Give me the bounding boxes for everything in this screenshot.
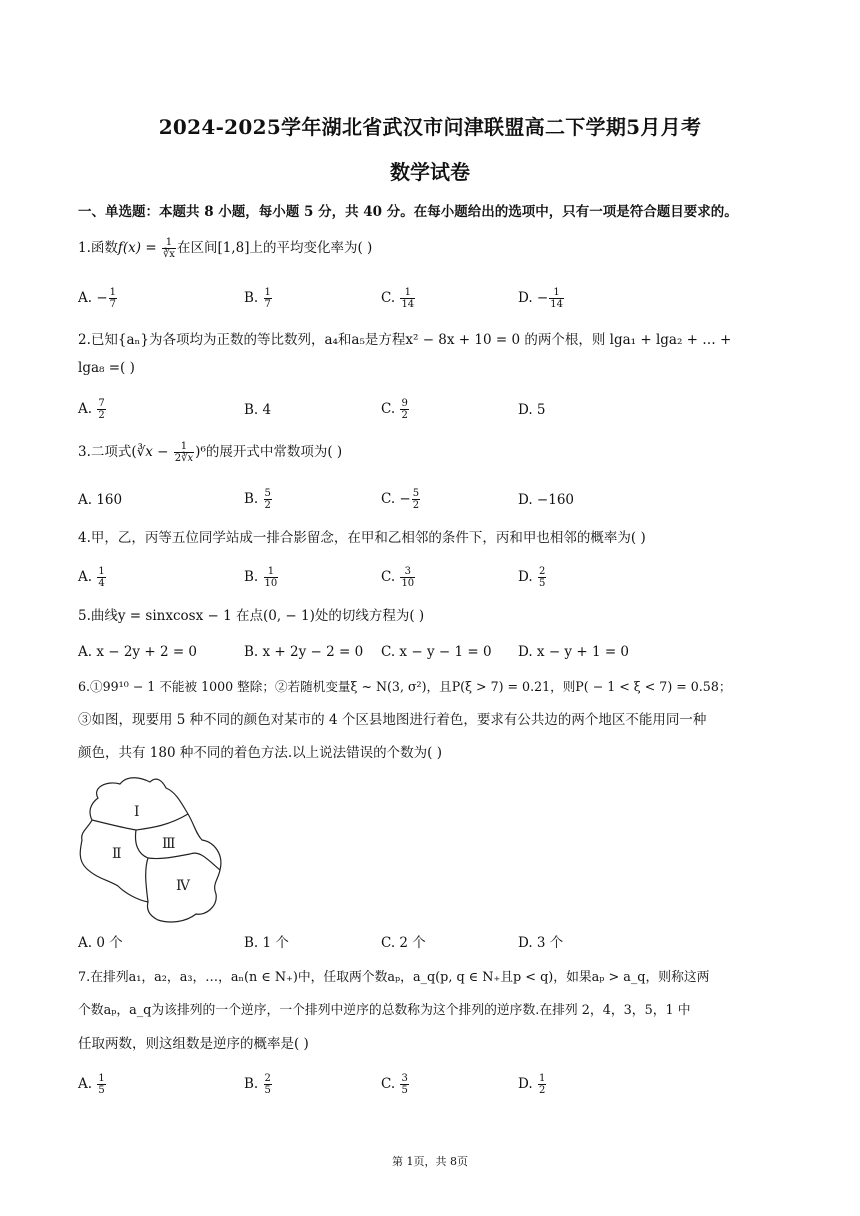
question-7-line3: 任取两数，则这组数是逆序的概率是( )	[78, 1036, 309, 1052]
question-2-line2: lga₈ =( )	[78, 360, 135, 376]
option-c[interactable]: C. $\frac{1}{14}$	[381, 287, 415, 310]
option-d[interactable]: D. 5	[518, 402, 546, 418]
option-c[interactable]: C. $\frac{3}{5}$	[381, 1073, 408, 1096]
option-a[interactable]: A. 0 个	[78, 935, 123, 951]
option-b[interactable]: B. $\frac{1}{10}$	[244, 566, 278, 589]
option-a[interactable]: A. − $\frac{1}{7}$	[78, 287, 117, 310]
option-c[interactable]: C. x − y − 1 = 0	[381, 644, 492, 660]
option-b[interactable]: B. x + 2y − 2 = 0	[244, 644, 364, 660]
option-a[interactable]: A. $\frac{1}{5}$	[78, 1073, 105, 1096]
option-d[interactable]: D. $\frac{2}{5}$	[518, 566, 546, 589]
option-b[interactable]: B. 1 个	[244, 935, 289, 951]
option-c[interactable]: C. $\frac{9}{2}$	[381, 398, 408, 421]
question-6-line3: 颜色，共有 180 种不同的着色方法.以上说法错误的个数为( )	[78, 745, 442, 761]
question-text: 函数	[90, 240, 118, 256]
option-b[interactable]: B. $\frac{5}{2}$	[244, 488, 271, 511]
page-footer: 第 1页，共 8页	[392, 1155, 468, 1168]
option-d[interactable]: D. x − y + 1 = 0	[518, 644, 630, 660]
formula: f(x) =	[117, 240, 161, 256]
district-map-figure	[78, 770, 228, 926]
question-5-stem: 5.曲线y = sinxcosx − 1 在点(0, − 1)处的切线方程为( )	[78, 608, 425, 624]
map-label-4: Ⅳ	[176, 878, 190, 894]
map-label-1: Ⅰ	[134, 804, 140, 820]
question-2-line1: 2.已知{aₙ}为各项均为正数的等比数列，a₄和a₅是方程x² − 8x + 10 = 0 的两个根，则 lga₁ + lga₂ + … +	[78, 332, 732, 348]
question-7-line1: 7.在排列a₁，a₂，a₃，…，aₙ(n ∈ N₊)中，任取两个数aₚ，a_q(p, q ∈ N₊且p < q)，如果aₚ > a_q，则称这两	[78, 970, 710, 985]
question-text: 在区间[1,8]上的平均变化率为( )	[176, 240, 373, 256]
option-a[interactable]: A. 160	[78, 492, 123, 508]
option-d[interactable]: D. −160	[518, 492, 575, 508]
section-heading: 一、单选题：本题共 8 小题，每小题 5 分，共 40 分。在每小题给出的选项中，只有一项是符合题目要求的。	[78, 204, 738, 220]
question-6-line1: 6.①99¹⁰ − 1 不能被 1000 整除；②若随机变量ξ ~ N(3, σ²)，且P(ξ > 7) = 0.21，则P( − 1 < ξ < 7) = 0.58；	[78, 679, 732, 694]
option-b[interactable]: B. $\frac{2}{5}$	[244, 1073, 271, 1096]
option-b[interactable]: B. 4	[244, 402, 272, 418]
fraction: $\frac{1}{∛x}$	[162, 237, 175, 260]
option-c[interactable]: C. 2 个	[381, 935, 426, 951]
question-1-stem	[78, 237, 372, 260]
option-c[interactable]: C. − $\frac{5}{2}$	[381, 488, 420, 511]
map-label-3: Ⅲ	[162, 836, 176, 852]
option-d[interactable]: D. 3 个	[518, 935, 564, 951]
option-a[interactable]: A. $\frac{1}{4}$	[78, 566, 105, 589]
question-4-stem: 4.甲，乙，丙等五位同学站成一排合影留念，在甲和乙相邻的条件下，丙和甲也相邻的概率为( )	[78, 530, 646, 546]
exam-subtitle: 数学试卷	[390, 160, 470, 184]
option-a[interactable]: A. x − 2y + 2 = 0	[78, 644, 198, 660]
option-d[interactable]: D. $\frac{1}{2}$	[518, 1073, 546, 1096]
option-a[interactable]: A. $\frac{7}{2}$	[78, 398, 105, 421]
map-outline	[80, 778, 221, 922]
option-d[interactable]: D. − $\frac{1}{14}$	[518, 287, 563, 310]
option-c[interactable]: C. $\frac{3}{10}$	[381, 566, 415, 589]
map-border-1	[92, 814, 188, 830]
exam-title: 2024-2025学年湖北省武汉市问津联盟高二下学期5月月考	[158, 115, 702, 139]
option-b[interactable]: B. $\frac{1}{7}$	[244, 287, 271, 310]
question-6-line2: ③如图，现要用 5 种不同的颜色对某市的 4 个区县地图进行着色，要求有公共边的两个地区不能用同一种	[78, 712, 707, 728]
question-3-stem: 3.二项式(∛x − $\frac{1}{2∛x}$ )⁶的展开式中常数项为( )	[78, 441, 343, 464]
map-label-2: Ⅱ	[112, 846, 122, 862]
map-border-3	[148, 853, 220, 870]
map-border-2	[136, 830, 149, 902]
question-7-line2: 个数aₚ，a_q为该排列的一个逆序，一个排列中逆序的总数称为这个排列的逆序数.在排列 2，4，3，5，1 中	[78, 1003, 691, 1018]
question-number: 1.	[78, 240, 91, 256]
